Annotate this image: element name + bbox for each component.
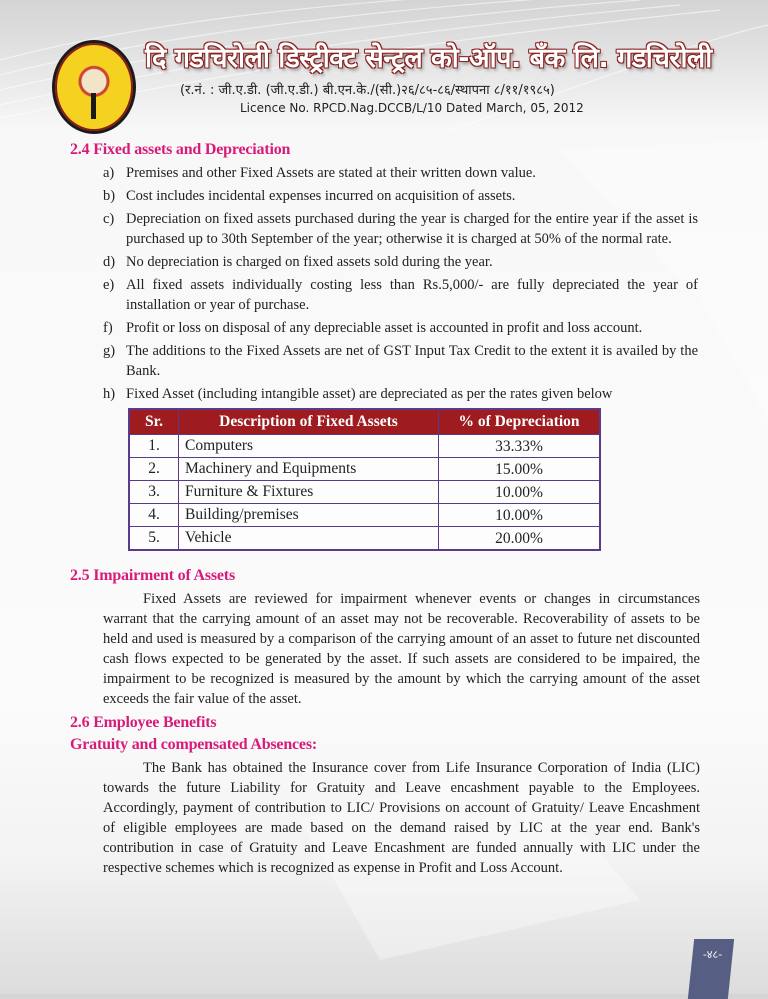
list-marker: e): [103, 277, 115, 293]
list-marker: b): [103, 188, 116, 204]
impairment-paragraph: Fixed Assets are reviewed for impairment whenever events or changes in circumstances warrant that the carrying amount of an asset may not be recoverable. Recoverability of assets to be held and used is measured by a comparison of the carrying amount of an asset to future net discounted cash flows expected to be generated by the asset. If such assets are considered to be impaired, the impairment to be recognized is measured by the amount by which the carrying amount of the asset exceeds the fair value of the asset.: [103, 591, 700, 707]
bank-emblem-logo: [52, 40, 136, 134]
page-number-tab: [688, 939, 734, 999]
list-item: [70, 252, 700, 272]
column-header-description: Description of Fixed Assets: [179, 409, 439, 435]
list-item-text: Cost includes incidental expenses incurred on acquisition of assets.: [126, 188, 516, 204]
emblem-stem-icon: [91, 93, 96, 119]
table-row: [129, 481, 600, 504]
depreciation-rates-table: [128, 408, 601, 551]
cell-description: Building/premises: [179, 504, 439, 527]
cell-sr: 3.: [129, 481, 179, 504]
cell-sr: 2.: [129, 458, 179, 481]
depreciation-policy-list: [70, 163, 700, 404]
list-marker: f): [103, 320, 113, 336]
cell-description: Machinery and Equipments: [179, 458, 439, 481]
list-item: [70, 384, 700, 404]
registration-number: (र.नं. : जी.ए.डी. (जी.ए.डी.) बी.एन.के./(सी.)२६/८५-८६/स्थापना ८/११/१९८५): [180, 83, 555, 98]
list-marker: d): [103, 254, 116, 270]
column-header-sr: Sr.: [129, 409, 179, 435]
list-item: [70, 318, 700, 338]
cell-rate: 33.33%: [439, 435, 601, 458]
list-item-text: The additions to the Fixed Assets are net of GST Input Tax Credit to the extent it is availed by the Bank.: [126, 343, 698, 379]
list-item-text: Fixed Asset (including intangible asset) are depreciated as per the rates given below: [126, 386, 613, 402]
list-item-text: Depreciation on fixed assets purchased during the year is charged for the entire year if the asset is purchased up to 30th September of the year; otherwise it is charged at 50% of the normal rate.: [126, 211, 698, 247]
list-item: [70, 275, 700, 315]
list-item: [70, 209, 700, 249]
cell-rate: 15.00%: [439, 458, 601, 481]
licence-number: Licence No. RPCD.Nag.DCCB/L/10 Dated March, 05, 2012: [240, 101, 584, 115]
bank-name-title: दि गडचिरोली डिस्ट्रीक्ट सेन्ट्रल को-ऑप. बँक लि. गडचिरोली: [145, 43, 712, 74]
table-row: [129, 435, 600, 458]
list-marker: c): [103, 211, 115, 227]
table-header-row: [129, 409, 600, 435]
list-marker: h): [103, 386, 116, 402]
cell-sr: 4.: [129, 504, 179, 527]
list-item-text: Premises and other Fixed Assets are stated at their written down value.: [126, 165, 536, 181]
cell-rate: 10.00%: [439, 504, 601, 527]
section-heading-2-4: 2.4 Fixed assets and Depreciation: [70, 141, 291, 158]
cell-description: Vehicle: [179, 527, 439, 551]
section-heading-2-6: 2.6 Employee Benefits: [70, 714, 217, 731]
section-heading-2-5: 2.5 Impairment of Assets: [70, 567, 235, 584]
cell-description: Furniture & Fixtures: [179, 481, 439, 504]
letterhead: [0, 0, 768, 130]
list-item-text: All fixed assets individually costing less than Rs.5,000/- are fully depreciated the year of installation or year of purchase.: [126, 277, 698, 313]
document-body: [70, 139, 700, 878]
cell-rate: 20.00%: [439, 527, 601, 551]
table-row: [129, 504, 600, 527]
table-row: [129, 527, 600, 551]
list-item: [70, 163, 700, 183]
list-item: [70, 186, 700, 206]
cell-description: Computers: [179, 435, 439, 458]
list-item-text: No depreciation is charged on fixed assets sold during the year.: [126, 254, 493, 270]
cell-sr: 5.: [129, 527, 179, 551]
list-item-text: Profit or loss on disposal of any depreciable asset is accounted in profit and loss account.: [126, 320, 643, 336]
table-row: [129, 458, 600, 481]
list-marker: g): [103, 343, 116, 359]
subheading-gratuity: Gratuity and compensated Absences:: [70, 736, 317, 753]
cell-rate: 10.00%: [439, 481, 601, 504]
page-number: -४८-: [702, 948, 723, 961]
gratuity-paragraph: The Bank has obtained the Insurance cover from Life Insurance Corporation of India (LIC) towards the future Liability for Gratuity and Leave encashment payable to the Employees. Accordingly, payment of contribution to LIC/ Provisions on account of Gratuity/ Leave Encashment of eligible employees are made based on the demand raised by LIC at the year end. Bank's contribution in case of Gratuity and Leave Encashment are funded annually with LIC under the respective schemes which is recognized as expense in Profit and Loss Account.: [103, 760, 700, 876]
cell-sr: 1.: [129, 435, 179, 458]
list-item: [70, 341, 700, 381]
list-marker: a): [103, 165, 115, 181]
column-header-depreciation: % of Depreciation: [439, 409, 601, 435]
